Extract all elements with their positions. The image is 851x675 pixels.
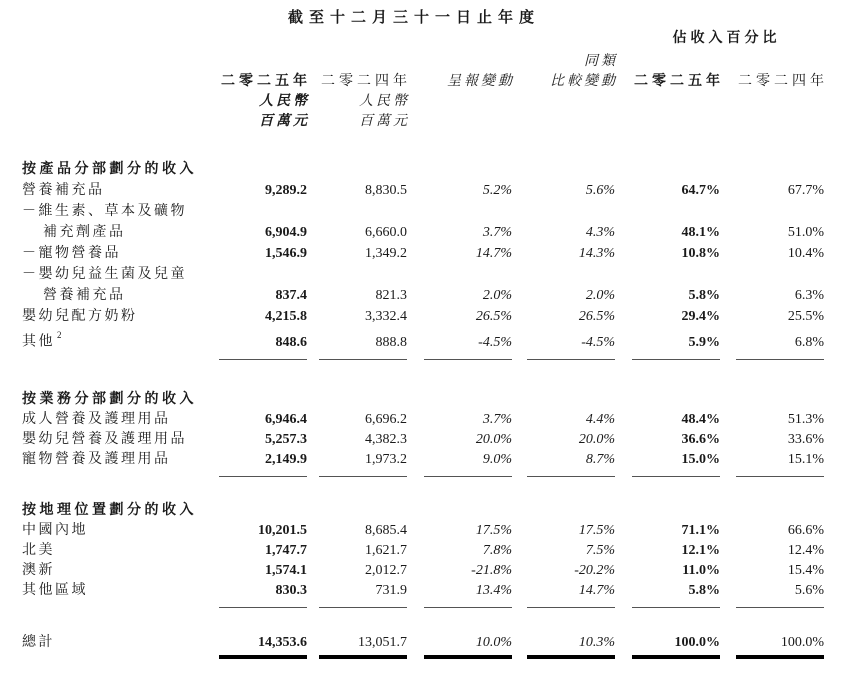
- pct-of-revenue-2024: 51.0%: [787, 225, 825, 240]
- row-label: 營養補充品: [22, 183, 105, 198]
- table-row: [22, 521, 824, 541]
- total-rule: [424, 655, 512, 659]
- total-value-2024: 13,051.7: [358, 634, 407, 650]
- footnote-ref-2: 2: [57, 330, 62, 340]
- row-label: －寵物營養品: [22, 246, 121, 261]
- pct-of-revenue-2024: 66.6%: [787, 522, 825, 538]
- value-2024: 888.8: [375, 334, 407, 350]
- row-label: 澳新: [22, 562, 55, 578]
- pct-2025-header: 二零二五年: [634, 74, 725, 89]
- pct-of-revenue-2025: 48.1%: [681, 225, 721, 240]
- column-rule: [736, 359, 824, 360]
- value-2024: 1,973.2: [365, 451, 407, 467]
- column-rule: [527, 359, 615, 360]
- value-2025: 1,574.1: [265, 562, 307, 578]
- reported-change: 17.5%: [475, 522, 512, 538]
- value-2024: 6,660.0: [365, 225, 407, 240]
- table-row: [22, 327, 824, 353]
- total-reported-change: 10.0%: [475, 634, 512, 650]
- currency-2025: 人民幣: [259, 94, 310, 109]
- reported-change: 20.0%: [475, 431, 512, 447]
- value-2024: 8,830.5: [365, 183, 407, 198]
- pct-of-revenue-header: 佔收入百分比: [672, 31, 781, 46]
- lfl-change: -20.2%: [574, 562, 616, 578]
- lfl-change: 2.0%: [585, 288, 616, 303]
- row-label: －嬰幼兒益生菌及兒童: [22, 267, 187, 282]
- col-header-2025: 二零二五年: [221, 74, 311, 89]
- column-rule: [219, 607, 307, 608]
- lfl-change: 14.7%: [578, 582, 616, 598]
- column-rule: [632, 359, 720, 360]
- column-rule: [424, 476, 512, 477]
- lfl-change: -4.5%: [581, 334, 616, 350]
- total-lfl-change: 10.3%: [578, 634, 616, 650]
- column-rule: [632, 607, 720, 608]
- pct-of-revenue-2025: 71.1%: [681, 522, 721, 538]
- column-rule: [424, 359, 512, 360]
- lfl-change: 17.5%: [578, 522, 616, 538]
- value-2025: 4,215.8: [265, 309, 307, 324]
- reported-change: 7.8%: [482, 542, 512, 558]
- unit-2024: 百萬元: [359, 114, 410, 129]
- pct-of-revenue-2024: 10.4%: [787, 246, 825, 261]
- value-2025: 9,289.2: [265, 183, 307, 198]
- section-header-product: 按產品分部劃分的收入: [22, 162, 197, 177]
- lfl-change: 8.7%: [585, 451, 616, 467]
- row-label: 其他區域: [22, 582, 88, 598]
- reported-change: 14.7%: [475, 246, 512, 261]
- reported-change: 3.7%: [482, 225, 512, 240]
- unit-2025: 百萬元: [259, 114, 310, 129]
- total-rule: [527, 655, 615, 659]
- pct-2024-header: 二零二四年: [738, 74, 829, 89]
- pct-of-revenue-2025: 5.8%: [688, 288, 721, 303]
- row-label: 營養補充品: [43, 288, 126, 303]
- value-2024: 1,349.2: [365, 246, 407, 261]
- value-2025: 2,149.9: [265, 451, 307, 467]
- lfl-change: 20.0%: [578, 431, 616, 447]
- table-row: [22, 285, 824, 306]
- table-row: [22, 243, 824, 264]
- value-2025: 830.3: [275, 582, 307, 598]
- lfl-change-header-line2: 比較變動: [550, 74, 619, 89]
- total-rule: [736, 655, 824, 659]
- value-2025: 10,201.5: [258, 522, 307, 538]
- pct-of-revenue-2025: 15.0%: [681, 451, 721, 467]
- table-row: [22, 264, 824, 285]
- value-2025: 6,904.9: [265, 225, 307, 240]
- pct-of-revenue-2025: 64.7%: [681, 183, 721, 198]
- pct-of-revenue-2025: 12.1%: [681, 542, 721, 558]
- reported-change: 2.0%: [482, 288, 512, 303]
- lfl-change-header-line1: 同類: [584, 54, 619, 69]
- row-label: 寵物營養及護理用品: [22, 451, 171, 467]
- value-2024: 1,621.7: [365, 542, 407, 558]
- pct-of-revenue-2025: 36.6%: [681, 431, 721, 447]
- pct-of-revenue-2024: 33.6%: [787, 431, 825, 447]
- pct-of-revenue-2025: 29.4%: [681, 309, 721, 324]
- pct-of-revenue-2024: 12.4%: [787, 542, 825, 558]
- lfl-change: 4.4%: [585, 411, 616, 427]
- lfl-change: 26.5%: [578, 309, 616, 324]
- column-rule: [319, 476, 407, 477]
- total-label: 總計: [22, 634, 55, 650]
- pct-of-revenue-2024: 6.3%: [794, 288, 825, 303]
- lfl-change: 5.6%: [585, 183, 616, 198]
- pct-of-revenue-2024: 15.1%: [787, 451, 825, 467]
- reported-change: 26.5%: [475, 309, 512, 324]
- value-2024: 731.9: [375, 582, 407, 598]
- table-row: [22, 430, 824, 450]
- row-label: 成人營養及護理用品: [22, 411, 171, 427]
- pct-of-revenue-2024: 15.4%: [787, 562, 825, 578]
- pct-of-revenue-2025: 48.4%: [681, 411, 721, 427]
- pct-of-revenue-2024: 51.3%: [787, 411, 825, 427]
- pct-of-revenue-2024: 67.7%: [787, 183, 825, 198]
- col-header-2024: 二零二四年: [321, 74, 411, 89]
- value-2025: 848.6: [275, 334, 307, 350]
- lfl-change: 7.5%: [585, 542, 616, 558]
- reported-change: 5.2%: [482, 183, 512, 198]
- row-label: 北美: [22, 542, 55, 558]
- column-rule: [632, 476, 720, 477]
- reported-change: 9.0%: [482, 451, 512, 467]
- row-label: 其他 $^2$: [22, 330, 62, 350]
- column-rule: [319, 359, 407, 360]
- section-header-geography: 按地理位置劃分的收入: [22, 502, 197, 518]
- table-row: [22, 410, 824, 430]
- pct-of-revenue-2025: 5.9%: [688, 334, 721, 350]
- value-2025: 837.4: [275, 288, 307, 303]
- table-row: [22, 201, 824, 222]
- total-rule: [219, 655, 307, 659]
- currency-2024: 人民幣: [359, 94, 410, 109]
- table-row: [22, 581, 824, 601]
- total-rule: [319, 655, 407, 659]
- row-label: 嬰幼兒營養及護理用品: [22, 431, 187, 447]
- pct-of-revenue-2024: 25.5%: [787, 309, 825, 324]
- reported-change: -4.5%: [478, 334, 512, 350]
- column-rule: [527, 476, 615, 477]
- pct-of-revenue-2024: 5.6%: [794, 582, 825, 598]
- column-rule: [736, 476, 824, 477]
- column-rule: [736, 607, 824, 608]
- reported-change: -21.8%: [471, 562, 512, 578]
- table-row: [22, 561, 824, 581]
- column-rule: [424, 607, 512, 608]
- column-rule: [219, 476, 307, 477]
- value-2024: 8,685.4: [365, 522, 407, 538]
- value-2024: 6,696.2: [365, 411, 407, 427]
- reported-change: 3.7%: [482, 411, 512, 427]
- table-row: [22, 450, 824, 470]
- table-row: [22, 222, 824, 243]
- total-row: [22, 632, 824, 653]
- table-row: [22, 306, 824, 327]
- reported-change-header: 呈報變動: [447, 74, 515, 89]
- row-label: 補充劑產品: [43, 225, 126, 240]
- row-label: －維生素、草本及礦物: [22, 204, 187, 219]
- value-2024: 2,012.7: [365, 562, 407, 578]
- section-header-business: 按業務分部劃分的收入: [22, 391, 197, 407]
- value-2024: 4,382.3: [365, 431, 407, 447]
- value-2025: 1,747.7: [265, 542, 307, 558]
- total-value-2025: 14,353.6: [258, 634, 307, 650]
- column-rule: [319, 607, 407, 608]
- value-2024: 3,332.4: [365, 309, 407, 324]
- value-2025: 1,546.9: [265, 246, 307, 261]
- value-2024: 821.3: [375, 288, 407, 303]
- pct-of-revenue-2024: 6.8%: [794, 334, 825, 350]
- row-label: 中國內地: [22, 522, 88, 538]
- total-pct-2025: 100.0%: [674, 634, 721, 650]
- lfl-change: 14.3%: [578, 246, 616, 261]
- reported-change: 13.4%: [475, 582, 512, 598]
- pct-of-revenue-2025: 10.8%: [681, 246, 721, 261]
- column-rule: [527, 607, 615, 608]
- pct-of-revenue-2025: 5.8%: [688, 582, 721, 598]
- value-2025: 5,257.3: [265, 431, 307, 447]
- total-pct-2024: 100.0%: [780, 634, 825, 650]
- table-title: 截至十二月三十一日止年度: [288, 10, 541, 26]
- value-2025: 6,946.4: [265, 411, 307, 427]
- column-rule: [219, 359, 307, 360]
- pct-of-revenue-2025: 11.0%: [682, 562, 721, 578]
- total-rule: [632, 655, 720, 659]
- table-row: [22, 180, 824, 201]
- lfl-change: 4.3%: [585, 225, 616, 240]
- revenue-breakdown-table: [22, 6, 829, 662]
- table-row: [22, 541, 824, 561]
- row-label: 嬰幼兒配方奶粉: [22, 309, 138, 324]
